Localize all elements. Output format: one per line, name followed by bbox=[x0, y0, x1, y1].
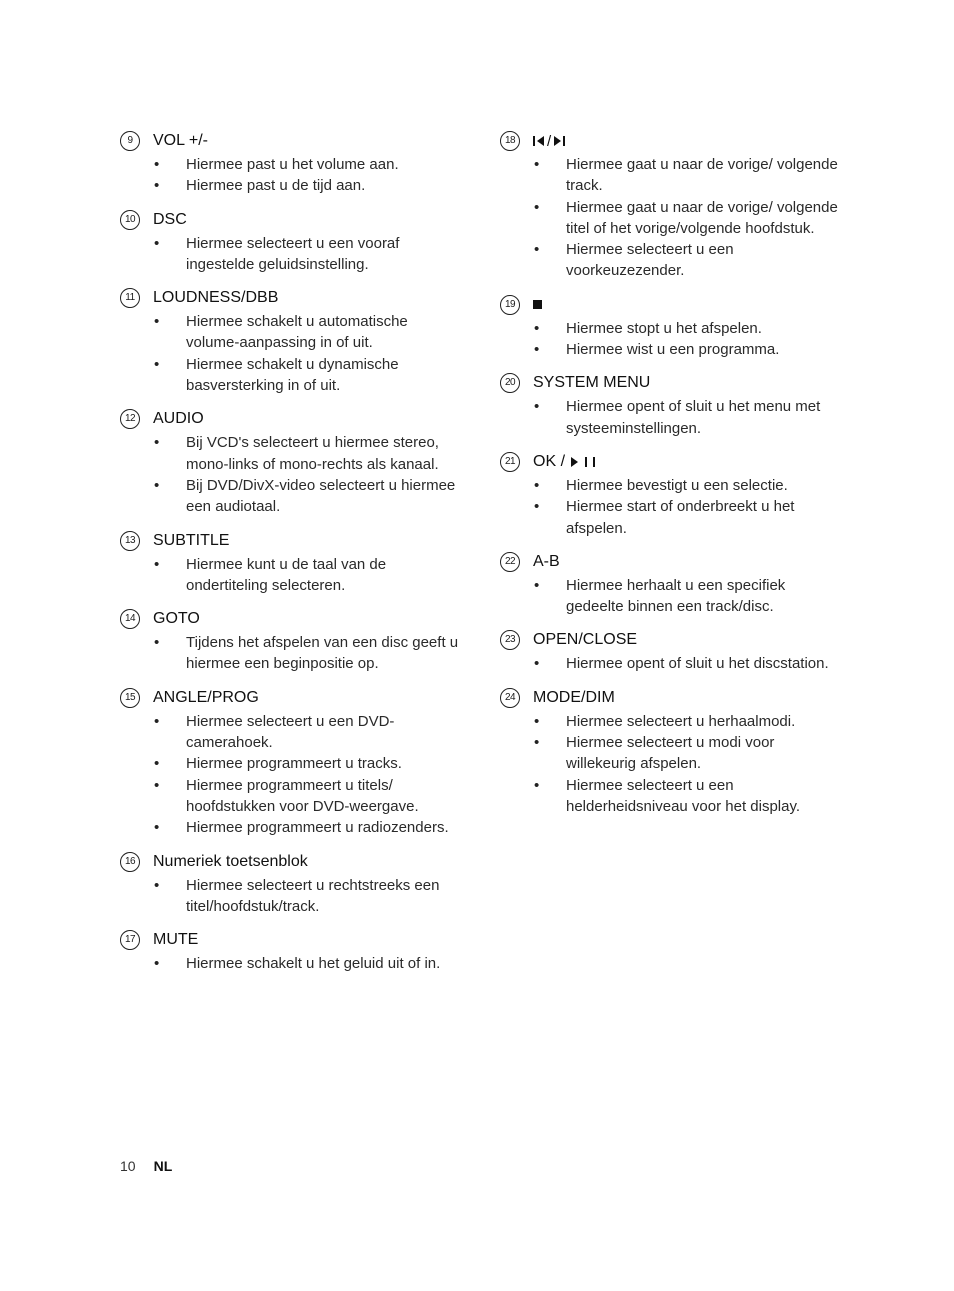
list-item: • Bij DVD/DivX-video selecteert u hiermee een audiotaal. bbox=[120, 475, 460, 518]
bullet-list bbox=[500, 318, 840, 361]
section-title bbox=[533, 300, 542, 309]
bullet-list bbox=[120, 875, 460, 918]
section-heading bbox=[500, 685, 840, 711]
section-title bbox=[153, 132, 208, 150]
section-heading bbox=[500, 292, 840, 318]
section-14 bbox=[120, 606, 460, 675]
section-heading bbox=[120, 207, 460, 233]
section-heading bbox=[500, 627, 840, 653]
section-heading bbox=[120, 849, 460, 875]
bullet-list bbox=[500, 653, 840, 674]
section-title-text: SUBTITLE bbox=[153, 531, 230, 549]
section-title bbox=[153, 532, 229, 550]
list-item: • Hiermee opent of sluit u het menu met systeeminstellingen. bbox=[500, 396, 840, 439]
section-heading bbox=[120, 128, 460, 154]
list-item: • Hiermee gaat u naar de vorige/ volgende track. bbox=[500, 154, 840, 197]
section-heading bbox=[500, 449, 840, 475]
left-column bbox=[120, 128, 460, 984]
page-footer bbox=[120, 1158, 172, 1174]
bullet-list bbox=[120, 154, 460, 197]
item-number-badge: 10 bbox=[120, 210, 140, 230]
list-item: • Hiermee schakelt u automatische volume-aanpassing in of uit. bbox=[120, 311, 460, 354]
bullet-list bbox=[500, 396, 840, 439]
section-title-text: VOL +/- bbox=[153, 132, 208, 149]
section-title-text: DSC bbox=[153, 210, 187, 228]
section-title bbox=[153, 931, 198, 949]
section-heading bbox=[120, 285, 460, 311]
bullet-list bbox=[120, 432, 460, 517]
list-item: • Hiermee schakelt u dynamische basversterking in of uit. bbox=[120, 354, 460, 397]
list-item: • Hiermee bevestigt u een selectie. bbox=[500, 475, 840, 496]
section-title bbox=[153, 853, 308, 871]
section-20 bbox=[500, 370, 840, 439]
section-heading bbox=[120, 606, 460, 632]
section-13 bbox=[120, 528, 460, 597]
item-number-badge: 18 bbox=[500, 131, 520, 151]
list-item: • Hiermee selecteert u een DVD-camerahoek. bbox=[120, 711, 460, 754]
section-17 bbox=[120, 927, 460, 974]
section-heading bbox=[120, 528, 460, 554]
section-title-text: OPEN/CLOSE bbox=[533, 631, 638, 649]
list-item: • Hiermee schakelt u het geluid uit of in. bbox=[120, 953, 460, 974]
item-number-badge: 19 bbox=[500, 295, 520, 315]
list-item: • Tijdens het afspelen van een disc geeft u hiermee een beginpositie op. bbox=[120, 632, 460, 675]
item-number-badge: 12 bbox=[120, 409, 140, 429]
list-item: • Hiermee selecteert u herhaalmodi. bbox=[500, 711, 840, 732]
section-24 bbox=[500, 685, 840, 817]
bullet-list bbox=[120, 311, 460, 396]
item-number-badge: 13 bbox=[120, 531, 140, 551]
list-item: • Hiermee selecteert u een voorkeuzezender. bbox=[500, 239, 840, 282]
bullet-list bbox=[120, 233, 460, 276]
stop-icon bbox=[533, 300, 542, 309]
section-title bbox=[533, 133, 565, 150]
bullet-list bbox=[500, 711, 840, 817]
section-title bbox=[533, 553, 560, 571]
section-18 bbox=[500, 128, 840, 282]
section-title bbox=[533, 374, 650, 392]
section-heading bbox=[500, 128, 840, 154]
section-heading bbox=[120, 406, 460, 432]
section-11 bbox=[120, 285, 460, 396]
play-pause-icon bbox=[571, 457, 595, 467]
bullet-list bbox=[120, 953, 460, 974]
section-title-text: LOUDNESS/DBB bbox=[153, 289, 279, 307]
item-number-badge: 16 bbox=[120, 852, 140, 872]
list-item: • Hiermee selecteert u rechtstreeks een titel/hoofdstuk/track. bbox=[120, 875, 460, 918]
section-9 bbox=[120, 128, 460, 197]
bullet-list bbox=[500, 154, 840, 282]
section-title bbox=[533, 453, 595, 471]
section-heading bbox=[120, 927, 460, 953]
right-column bbox=[500, 128, 840, 827]
item-number-badge: 24 bbox=[500, 688, 520, 708]
section-heading bbox=[500, 549, 840, 575]
section-16 bbox=[120, 849, 460, 918]
list-item: • Hiermee programmeert u radiozenders. bbox=[120, 817, 460, 838]
list-item: • Hiermee herhaalt u een specifiek gedeelte binnen een track/disc. bbox=[500, 575, 840, 618]
section-22 bbox=[500, 549, 840, 618]
section-heading bbox=[500, 370, 840, 396]
section-title-text: OK / bbox=[533, 452, 570, 470]
section-heading bbox=[120, 685, 460, 711]
list-item: • Hiermee stopt u het afspelen. bbox=[500, 318, 840, 339]
item-number-badge: 15 bbox=[120, 688, 140, 708]
section-23 bbox=[500, 627, 840, 674]
item-number-badge: 23 bbox=[500, 630, 520, 650]
list-item: • Hiermee start of onderbreekt u het afspelen. bbox=[500, 496, 840, 539]
list-item: • Hiermee kunt u de taal van de ondertiteling selecteren. bbox=[120, 554, 460, 597]
section-title bbox=[533, 689, 615, 707]
bullet-list bbox=[120, 554, 460, 597]
bullet-list bbox=[500, 475, 840, 539]
section-title-text: SYSTEM MENU bbox=[533, 374, 651, 392]
item-number-badge: 22 bbox=[500, 552, 520, 572]
bullet-list bbox=[120, 711, 460, 839]
section-title bbox=[533, 631, 637, 649]
section-title-text: MODE/DIM bbox=[533, 688, 615, 706]
list-item: • Hiermee programmeert u titels/ hoofdstukken voor DVD-weergave. bbox=[120, 775, 460, 818]
list-item: • Hiermee wist u een programma. bbox=[500, 339, 840, 360]
item-number-badge: 20 bbox=[500, 373, 520, 393]
list-item: • Hiermee selecteert u een vooraf ingestelde geluidsinstelling. bbox=[120, 233, 460, 276]
list-item: • Hiermee selecteert u modi voor willekeurig afspelen. bbox=[500, 732, 840, 775]
page-number: 10 bbox=[120, 1158, 136, 1174]
section-title bbox=[153, 211, 187, 229]
list-item: • Hiermee selecteert u een helderheidsniveau voor het display. bbox=[500, 775, 840, 818]
section-title-text: MUTE bbox=[153, 931, 199, 949]
section-title-text: Numeriek toetsenblok bbox=[153, 852, 308, 870]
item-number-badge: 21 bbox=[500, 452, 520, 472]
section-title-text: ANGLE/PROG bbox=[153, 688, 259, 706]
item-number-badge: 17 bbox=[120, 930, 140, 950]
bullet-list bbox=[500, 575, 840, 618]
section-title bbox=[153, 689, 259, 707]
prev-next-icon: / bbox=[533, 133, 565, 150]
section-title-text: AUDIO bbox=[153, 410, 204, 428]
section-15 bbox=[120, 685, 460, 839]
language-code: NL bbox=[153, 1158, 173, 1174]
item-number-badge: 14 bbox=[120, 609, 140, 629]
section-title bbox=[153, 410, 204, 428]
list-item: • Bij VCD's selecteert u hiermee stereo, mono-links of mono-rechts als kanaal. bbox=[120, 432, 460, 475]
list-item: • Hiermee programmeert u tracks. bbox=[120, 753, 460, 774]
section-10 bbox=[120, 207, 460, 276]
section-12 bbox=[120, 406, 460, 517]
list-item: • Hiermee gaat u naar de vorige/ volgende titel of het vorige/volgende hoofdstuk. bbox=[500, 197, 840, 240]
section-title-text: A-B bbox=[533, 552, 560, 570]
section-19 bbox=[500, 292, 840, 361]
section-title bbox=[153, 610, 200, 628]
list-item: • Hiermee opent of sluit u het discstation. bbox=[500, 653, 840, 674]
item-number-badge: 9 bbox=[120, 131, 140, 151]
section-21 bbox=[500, 449, 840, 539]
item-number-badge: 11 bbox=[120, 288, 140, 308]
section-title-text: GOTO bbox=[153, 610, 200, 628]
list-item: • Hiermee past u de tijd aan. bbox=[120, 175, 460, 196]
section-title bbox=[153, 289, 278, 307]
list-item: • Hiermee past u het volume aan. bbox=[120, 154, 460, 175]
bullet-list bbox=[120, 632, 460, 675]
